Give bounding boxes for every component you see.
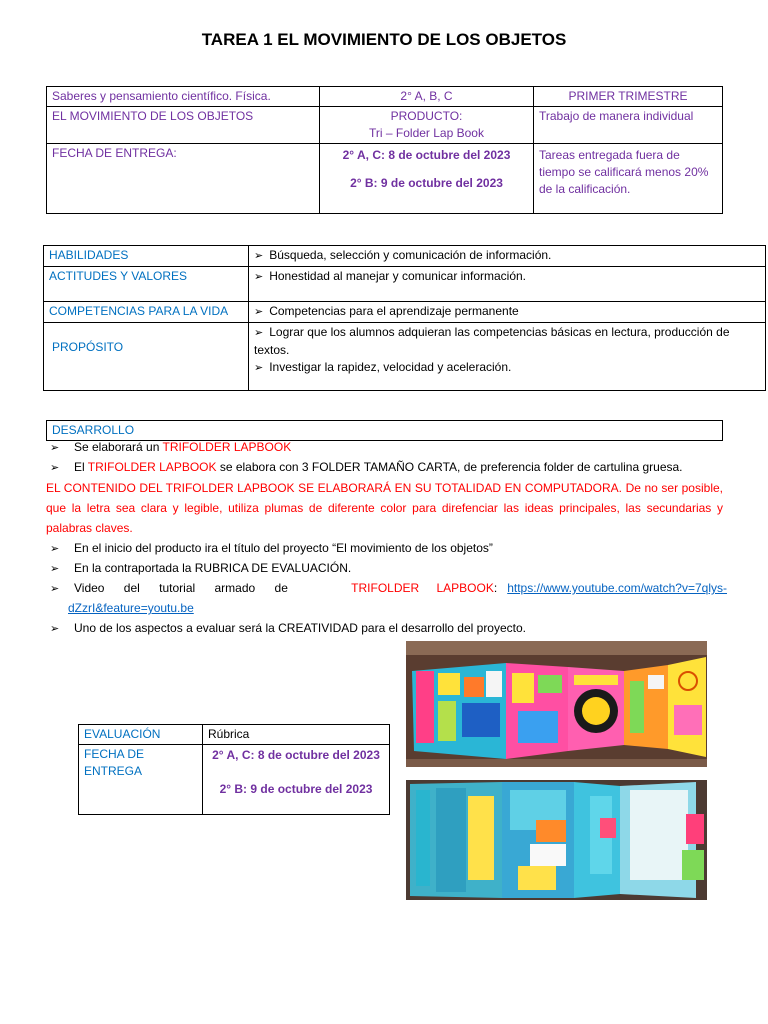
groups-cell: 2° A, B, C bbox=[320, 87, 534, 107]
eval-fecha-cell bbox=[203, 745, 390, 815]
bullet-1-highlight: TRIFOLDER LAPBOOK bbox=[162, 440, 292, 454]
bullet-2-post: se elabora con 3 FOLDER TAMAÑO CARTA, de preferencia folder de cartulina gruesa. bbox=[216, 460, 683, 474]
habilidades-cell bbox=[249, 246, 766, 267]
desarrollo-header: DESARROLLO bbox=[47, 421, 723, 441]
trimester-cell: PRIMER TRIMESTRE bbox=[534, 87, 723, 107]
bullet-5-highlight: TRIFOLDER LAPBOOK bbox=[351, 581, 494, 595]
page-title: TAREA 1 EL MOVIMIENTO DE LOS OBJETOS bbox=[201, 30, 567, 49]
bullet-6-text: Uno de los aspectos a evaluar será la CREATIVIDAD para el desarrollo del proyecto. bbox=[74, 621, 526, 635]
topic-cell: EL MOVIMIENTO DE LOS OBJETOS bbox=[47, 107, 320, 144]
bullet-1-text: Se elaborará un bbox=[74, 440, 163, 454]
eval-fecha-label: FECHA DE ENTREGA bbox=[79, 745, 203, 815]
skills-table bbox=[43, 245, 766, 391]
product-cell bbox=[320, 107, 534, 144]
habilidades-label: HABILIDADES bbox=[44, 246, 249, 267]
evaluacion-label: EVALUACIÓN bbox=[79, 725, 203, 745]
proposito-cell bbox=[249, 323, 766, 391]
red-paragraph: EL CONTENIDO DEL TRIFOLDER LAPBOOK SE ELABORARÁ EN SU TOTALIDAD EN COMPUTADORA. De no ser posible, que la letra sea clara y legible, utiliza plumas de diferente color para direfenciar las ideas principales, las secundarias y palabras claves. bbox=[46, 481, 723, 535]
subject-cell: Saberes y pensamiento científico. Física. bbox=[47, 87, 320, 107]
bullet-icon: ➢ bbox=[254, 362, 264, 374]
desarrollo-bullet-2 bbox=[46, 457, 727, 478]
bullet-5-pre: Video del tutorial armado de bbox=[74, 581, 288, 595]
bullet-icon: ➢ bbox=[50, 543, 60, 555]
evaluation-table bbox=[78, 724, 390, 815]
competencias-label: COMPETENCIAS PARA LA VIDA bbox=[44, 302, 249, 323]
desarrollo-bullet-5 bbox=[46, 578, 727, 599]
actitudes-text: Honestidad al manejar y comunicar información. bbox=[269, 269, 527, 283]
bullet-3-text: En el inicio del producto ira el título del proyecto “El movimiento de los objetos” bbox=[74, 541, 493, 555]
bullet-icon: ➢ bbox=[50, 462, 60, 474]
habilidades-text: Búsqueda, selección y comunicación de información. bbox=[269, 248, 552, 262]
bullet-icon: ➢ bbox=[254, 306, 264, 318]
tutorial-link-continuation bbox=[68, 598, 668, 618]
bullet-icon: ➢ bbox=[50, 563, 60, 575]
actitudes-label: ACTITUDES Y VALORES bbox=[44, 267, 249, 302]
lapbook-photo-1-image bbox=[406, 641, 707, 767]
bullet-icon: ➢ bbox=[254, 250, 264, 262]
eval-fecha-b: 2° B: 9 de octubre del 2023 bbox=[219, 782, 373, 796]
lapbook-photo-2-image bbox=[406, 780, 707, 900]
competencias-text: Competencias para el aprendizaje permanente bbox=[269, 304, 519, 318]
product-label: PRODUCTO: bbox=[390, 109, 463, 123]
lapbook-photo-2 bbox=[406, 780, 707, 900]
bullet-icon: ➢ bbox=[50, 583, 60, 595]
tutorial-link-part-2[interactable]: dZzrI&feature=youtu.be bbox=[68, 601, 194, 615]
due-date-a: 2° A, C: 8 de octubre del 2023 bbox=[342, 148, 511, 162]
late-policy-cell: Tareas entregada fuera de tiempo se calificará menos 20% de la calificación. bbox=[534, 144, 723, 214]
product-value: Tri – Folder Lap Book bbox=[369, 126, 484, 140]
bullet-4-text: En la contraportada la RUBRICA DE EVALUACIÓN. bbox=[74, 561, 352, 575]
desarrollo-bullet-6 bbox=[46, 618, 727, 639]
bullet-icon: ➢ bbox=[254, 271, 264, 283]
proposito-text-1: Lograr que los alumnos adquieran las competencias básicas en lectura, producción de textos. bbox=[254, 325, 730, 357]
actitudes-cell bbox=[249, 267, 766, 302]
desarrollo-bullet-1 bbox=[46, 437, 727, 458]
bullet-icon: ➢ bbox=[254, 327, 264, 339]
due-date-label: FECHA DE ENTREGA: bbox=[47, 144, 320, 214]
bullet-2-highlight: TRIFOLDER LAPBOOK bbox=[87, 460, 217, 474]
competencias-cell bbox=[249, 302, 766, 323]
bullet-icon: ➢ bbox=[50, 623, 60, 635]
desarrollo-bullet-3 bbox=[46, 538, 727, 559]
proposito-text-2: Investigar la rapidez, velocidad y aceleración. bbox=[269, 360, 512, 374]
desarrollo-bullet-4 bbox=[46, 558, 727, 579]
tutorial-link[interactable]: https://www.youtube.com/watch?v=7qlys- bbox=[507, 581, 727, 595]
due-date-cell bbox=[320, 144, 534, 214]
evaluacion-value: Rúbrica bbox=[203, 725, 390, 745]
bullet-5-colon: : bbox=[493, 581, 498, 595]
bullet-icon: ➢ bbox=[50, 442, 60, 454]
bullet-2-pre: El bbox=[74, 460, 88, 474]
due-date-b: 2° B: 9 de octubre del 2023 bbox=[350, 176, 503, 190]
proposito-label: PROPÓSITO bbox=[44, 323, 249, 391]
info-table bbox=[46, 86, 723, 214]
eval-fecha-a: 2° A, C: 8 de octubre del 2023 bbox=[212, 748, 380, 762]
work-mode-cell: Trabajo de manera individual bbox=[534, 107, 723, 144]
lapbook-photo-1 bbox=[406, 641, 707, 767]
